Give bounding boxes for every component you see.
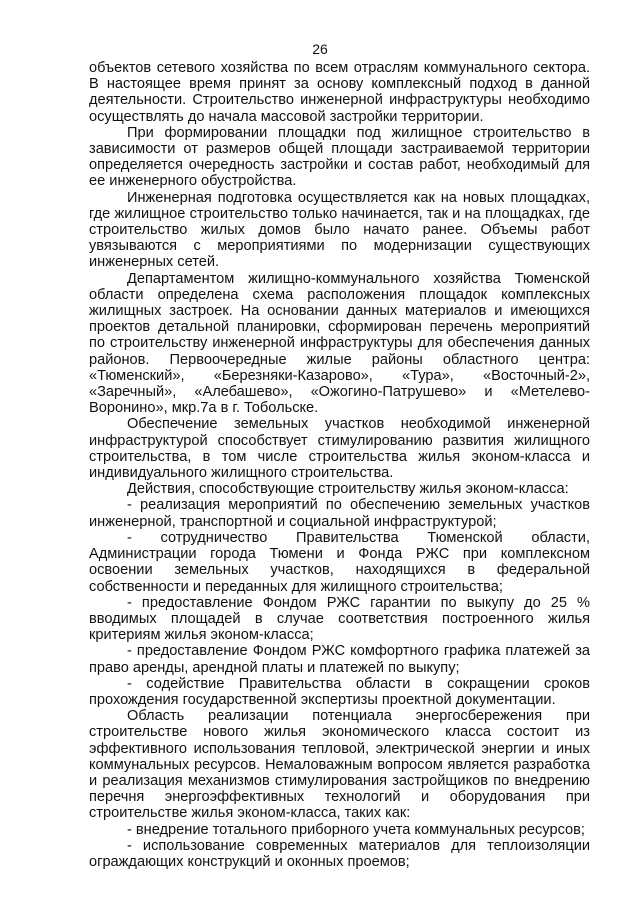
list-item: - сотрудничество Правительства Тюменской области, Администрации города Тюмени и Фонда РЖС при комплексном освоении земельных участков, находящихся в федеральной собственности и переданных для жилищного строительства; <box>89 529 590 595</box>
paragraph: Обеспечение земельных участков необходимой инженерной инфраструктурой способствует стимулированию развития жилищного строительства, в том числе строительства жилья эконом-класса и индивидуального жилищного строительства. <box>89 416 590 482</box>
paragraph: Действия, способствующие строительству жилья эконом-класса: <box>127 481 569 498</box>
paragraph: При формировании площадки под жилищное строительство в зависимости от размеров общей площади застраиваемой территории определяется очередность застройки и состав работ, необходимый для ее инженерного обустройства. <box>89 124 590 190</box>
list-item: - использование современных материалов для теплоизоляции ограждающих конструкций и оконных проемов; <box>89 837 590 870</box>
list-item: - внедрение тотального приборного учета коммунальных ресурсов; <box>127 821 585 838</box>
paragraph: Область реализации потенциала энергосбережения при строительстве нового жилья экономического класса состоит из эффективного использования тепловой, электрической энергии и иных коммунальных ресурсов. Немаловажным вопросом является разработка и реализация механизмов стимулирования застройщиков по внедрению перечня энергоэффективных технологий и оборудования при строительстве жилья эконом-класса, таких как: <box>89 708 590 822</box>
document-body <box>89 60 590 870</box>
list-item: - содействие Правительства области в сокращении сроков прохождения государственной экспертизы проектной документации. <box>89 675 590 708</box>
page-number: 26 <box>312 41 328 57</box>
paragraph: Инженерная подготовка осуществляется как на новых площадках, где жилищное строительство только начинается, так и на площадках, где строительство жилых домов было начато ранее. Объемы работ увязываются с мероприятиями по модернизации существующих инженерных сетей. <box>89 189 590 271</box>
list-item: - предоставление Фондом РЖС комфортного графика платежей за право аренды, арендной платы и платежей по выкупу; <box>89 643 590 676</box>
paragraph: объектов сетевого хозяйства по всем отраслям коммунального сектора. В настоящее время принят за основу комплексный подход в данной деятельности. Строительство инженерной инфраструктуры необходимо осуществлять до начала массовой застройки территории. <box>89 60 590 125</box>
list-item: - реализация мероприятий по обеспечению земельных участков инженерной, транспортной и социальной инфраструктурой; <box>89 497 590 530</box>
list-item: - предоставление Фондом РЖС гарантии по выкупу до 25 % вводимых площадей в случае соответствия построенного жилья критериям жилья эконом-класса; <box>89 594 590 644</box>
paragraph: Департаментом жилищно-коммунального хозяйства Тюменской области определена схема расположения площадок комплексных жилищных застроек. На основании данных материалов и имеющихся проектов детальной планировки, сформирован перечень мероприятий по строительству инженерной инфраструктуры для обеспечения данных районов. Первоочередные жилые районы областного центра: «Тюменский», «Березняки-Казарово», «Тура», «Восточный-2», «Заречный», «Алебашево», «Ожогино-Патрушево» и «Метелево-Воронино», мкр.7а в г. Тобольске. <box>89 270 590 417</box>
